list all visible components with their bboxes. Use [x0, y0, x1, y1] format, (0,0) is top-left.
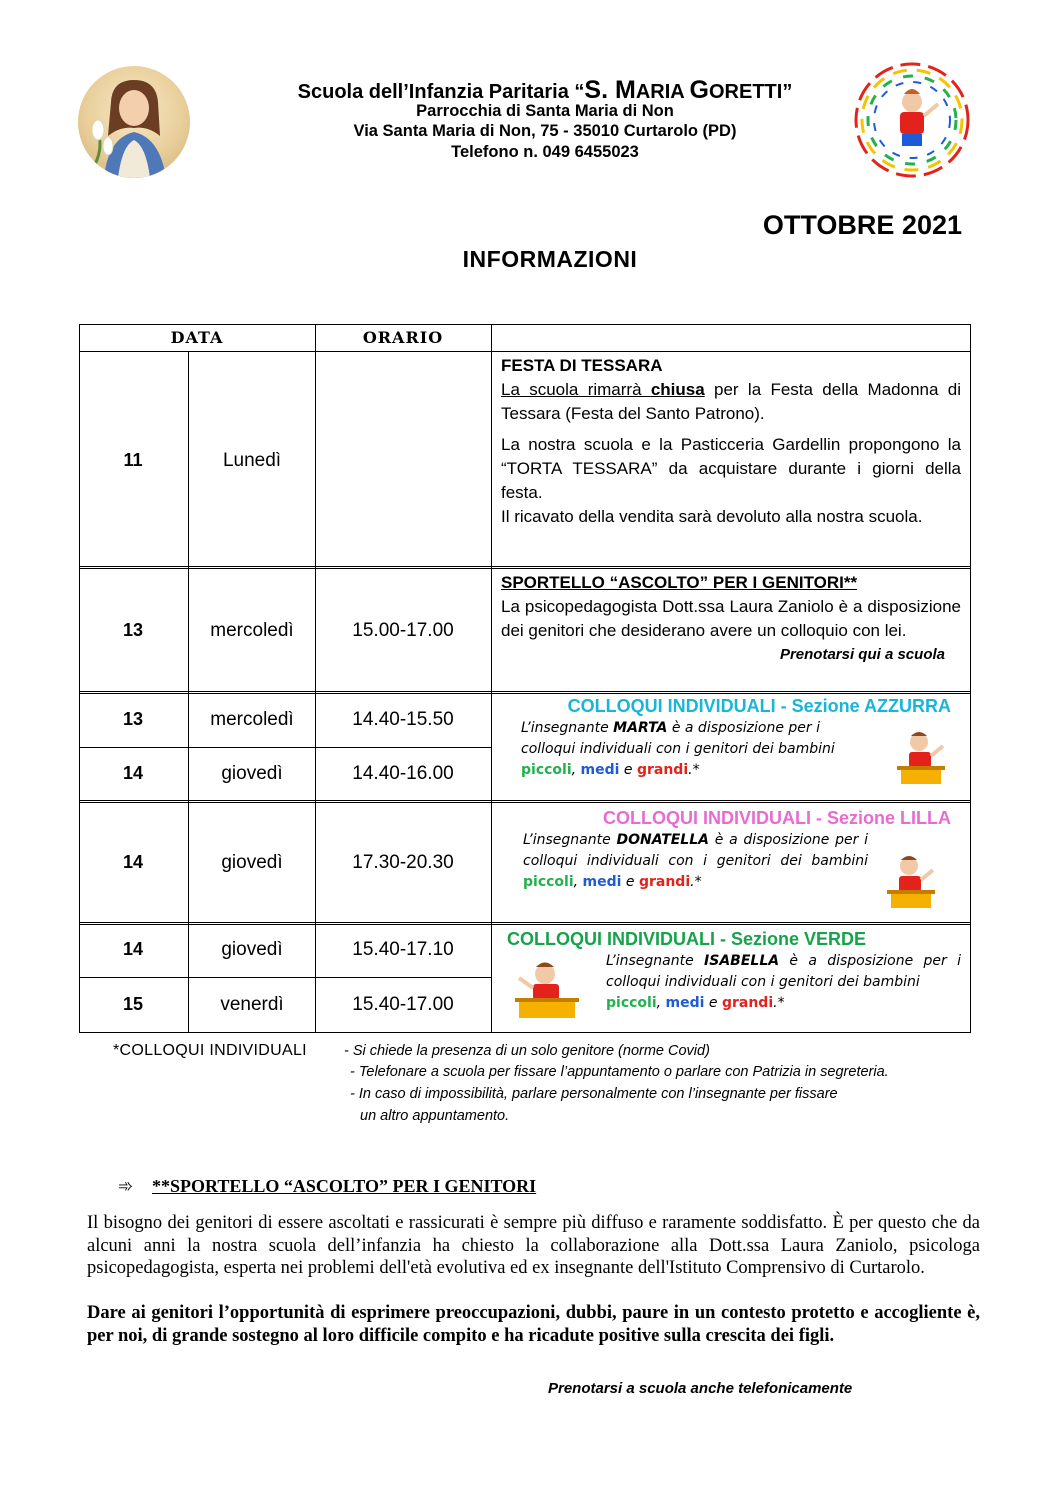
- row-line-1: [79, 566, 971, 569]
- row1-paragraph-2: La nostra scuola e la Pasticceria Gardellin propongono la “TORTA TESSARA” da acquistare durante i giorni della festa.: [501, 435, 961, 502]
- azzurra-grandi: grandi: [636, 762, 689, 778]
- divider-v3: [491, 324, 492, 1033]
- child-drawing-icon: [509, 956, 589, 1022]
- azzurra-piccoli: piccoli: [521, 762, 572, 778]
- azzurra-text: [501, 718, 861, 781]
- row-line-3a: [79, 747, 491, 748]
- lilla-grandi: grandi: [638, 874, 691, 890]
- verde-e: e: [704, 995, 722, 1011]
- section-paragraph-1: Il bisogno dei genitori di essere ascoltati e rassicurati è sempre più diffuso e raramente soddisfatto. È per questo che da alcuni anni la nostra scuola dell’infanzia ha chiesto la collaborazione alla Dott.ssa Laura Zaniolo, psicologa psicopedagogista, esperta nei problemi dell'età evolutiva ed ex insegnante dell'Istituto Comprensivo di Curtarolo.: [87, 1213, 980, 1278]
- row2-time: 15.00-17.00: [352, 620, 454, 641]
- azzurra-t1: L’insegnante: [521, 720, 614, 736]
- month-title: OTTOBRE 2021: [762, 210, 962, 240]
- title-g: G: [689, 76, 709, 104]
- child-drawing-icon: [889, 726, 951, 788]
- lilla-piccoli: piccoli: [523, 874, 574, 890]
- pointer-arrow-icon: ➾: [118, 1176, 134, 1196]
- row1-paragraph-1: [501, 378, 961, 426]
- page-heading: INFORMAZIONI: [462, 246, 638, 272]
- section-paragraph-2: Dare ai genitori l’opportunità di esprimere preoccupazioni, dubbi, paure in un contesto protetto e accogliente è, per noi, di grande sostegno al loro difficile compito e ha ricadute positive sulla crescita dei figli.: [87, 1303, 980, 1346]
- verde-medi: medi: [665, 995, 705, 1011]
- column-header-date: DATA: [170, 328, 224, 347]
- title-oretti: ORETTI”: [708, 81, 793, 103]
- row-line-3: [79, 800, 971, 803]
- lilla-comma: ,: [573, 874, 583, 890]
- row1-p1-closed: chiusa: [650, 380, 705, 399]
- azzurra-medi: medi: [580, 762, 620, 778]
- row1-date: 11: [123, 450, 143, 470]
- school-phone: Telefono n. 049 6455023: [451, 143, 639, 161]
- azzurra-title: COLLOQUI INDIVIDUALI - Sezione AZZURRA: [567, 696, 951, 716]
- divider-v2: [315, 324, 316, 1033]
- calendar-table: [79, 324, 971, 1033]
- azzurra-end: .*: [688, 762, 700, 778]
- verde-end: .*: [773, 995, 785, 1011]
- row2-day: mercoledì: [210, 620, 294, 641]
- row2-date: 13: [122, 620, 144, 640]
- row2-title: SPORTELLO “ASCOLTO” PER I GENITORI**: [501, 573, 858, 592]
- verde-t1: L’insegnante: [606, 953, 705, 969]
- azzurra-comma: ,: [571, 762, 581, 778]
- footnote-line-1: - Si chiede la presenza di un solo genitore (norme Covid): [344, 1043, 710, 1059]
- booking-note: Prenotarsi a scuola anche telefonicamente: [548, 1380, 853, 1397]
- lilla-e: e: [621, 874, 639, 890]
- school-saint-logo: [78, 66, 190, 178]
- school-address: Via Santa Maria di Non, 75 - 35010 Curtarolo (PD): [353, 122, 737, 140]
- lilla-medi: medi: [582, 874, 622, 890]
- row3a-day: mercoledì: [210, 709, 294, 730]
- row4-date: 14: [122, 852, 144, 872]
- row2-paragraph: La psicopedagogista Dott.ssa Laura Zaniolo è a disposizione dei genitori che desiderano avere un colloquio con lei.: [501, 597, 961, 640]
- row5b-day: venerdì: [220, 994, 284, 1015]
- row1-p1-a: La scuola rimarrà: [501, 380, 651, 399]
- row-line-4: [79, 922, 971, 925]
- row3b-time: 14.40-16.00: [352, 763, 454, 784]
- section-title: **SPORTELLO “ASCOLTO” PER I GENITORI: [152, 1176, 537, 1196]
- footnote-lead: *COLLOQUI INDIVIDUALI: [113, 1042, 307, 1059]
- verde-grandi: grandi: [721, 995, 774, 1011]
- row-line-5a: [79, 977, 491, 978]
- row1-p1-c: per la Festa della Madonna di Tessara (Festa del Santo Patrono).: [501, 380, 961, 423]
- verde-text: [606, 951, 961, 1014]
- lilla-text: [501, 830, 868, 893]
- azzurra-e: e: [619, 762, 637, 778]
- row5a-date: 14: [122, 939, 144, 959]
- verde-comma: ,: [656, 995, 666, 1011]
- row3a-time: 14.40-15.50: [352, 709, 454, 730]
- lilla-end: .*: [690, 874, 702, 890]
- row3b-day: giovedì: [221, 763, 283, 784]
- lilla-title: COLLOQUI INDIVIDUALI - Sezione LILLA: [603, 808, 951, 828]
- verde-title: COLLOQUI INDIVIDUALI - Sezione VERDE: [507, 929, 867, 949]
- row2-description: [501, 571, 961, 667]
- school-title: [200, 76, 890, 105]
- parish-name: Parrocchia di Santa Maria di Non: [416, 102, 674, 120]
- lilla-t2: è a disposizione per i colloqui individuali con i genitori dei bambini: [523, 832, 868, 869]
- column-header-time: ORARIO: [362, 328, 444, 347]
- footnote-line-4: un altro appuntamento.: [360, 1108, 510, 1124]
- row3b-date: 14: [122, 763, 144, 783]
- footnote-line-3: - In caso di impossibilità, parlare personalmente con l’insegnante per fissare: [350, 1086, 838, 1102]
- row5a-time: 15.40-17.10: [352, 939, 454, 960]
- row2-note: Prenotarsi qui a scuola: [779, 646, 945, 663]
- footnote-line-2: - Telefonare a scuola per fissare l’appuntamento o parlare con Patrizia in segreteria.: [350, 1064, 889, 1080]
- row5b-date: 15: [122, 994, 144, 1014]
- azzurra-teacher: MARTA: [613, 720, 668, 736]
- row3a-date: 13: [122, 709, 144, 729]
- verde-t2: è a disposizione per i colloqui individuali con i genitori dei bambini: [606, 953, 962, 990]
- verde-teacher: ISABELLA: [704, 953, 780, 969]
- row4-time: 17.30-20.30: [352, 852, 454, 873]
- row1-title: FESTA DI TESSARA: [501, 356, 663, 375]
- azzurra-t2: è a disposizione per i colloqui individuali con i genitori dei bambini: [521, 720, 835, 757]
- header-line: [79, 351, 971, 352]
- row5b-time: 15.40-17.00: [352, 994, 454, 1015]
- title-aria: ARIA: [635, 81, 690, 103]
- row1-paragraph-3: Il ricavato della vendita sarà devoluto alla nostra scuola.: [501, 507, 923, 526]
- lilla-teacher: DONATELLA: [616, 832, 709, 848]
- verde-piccoli: piccoli: [606, 995, 657, 1011]
- lilla-t1: L’insegnante: [523, 832, 617, 848]
- title-s: S. M: [584, 76, 636, 104]
- row1-description: [501, 354, 961, 529]
- title-prefix: Scuola dell’Infanzia Paritaria “: [297, 81, 585, 103]
- row1-day: Lunedì: [222, 450, 282, 471]
- row4-day: giovedì: [221, 852, 283, 873]
- child-drawing-icon: [879, 850, 941, 912]
- row5a-day: giovedì: [221, 939, 283, 960]
